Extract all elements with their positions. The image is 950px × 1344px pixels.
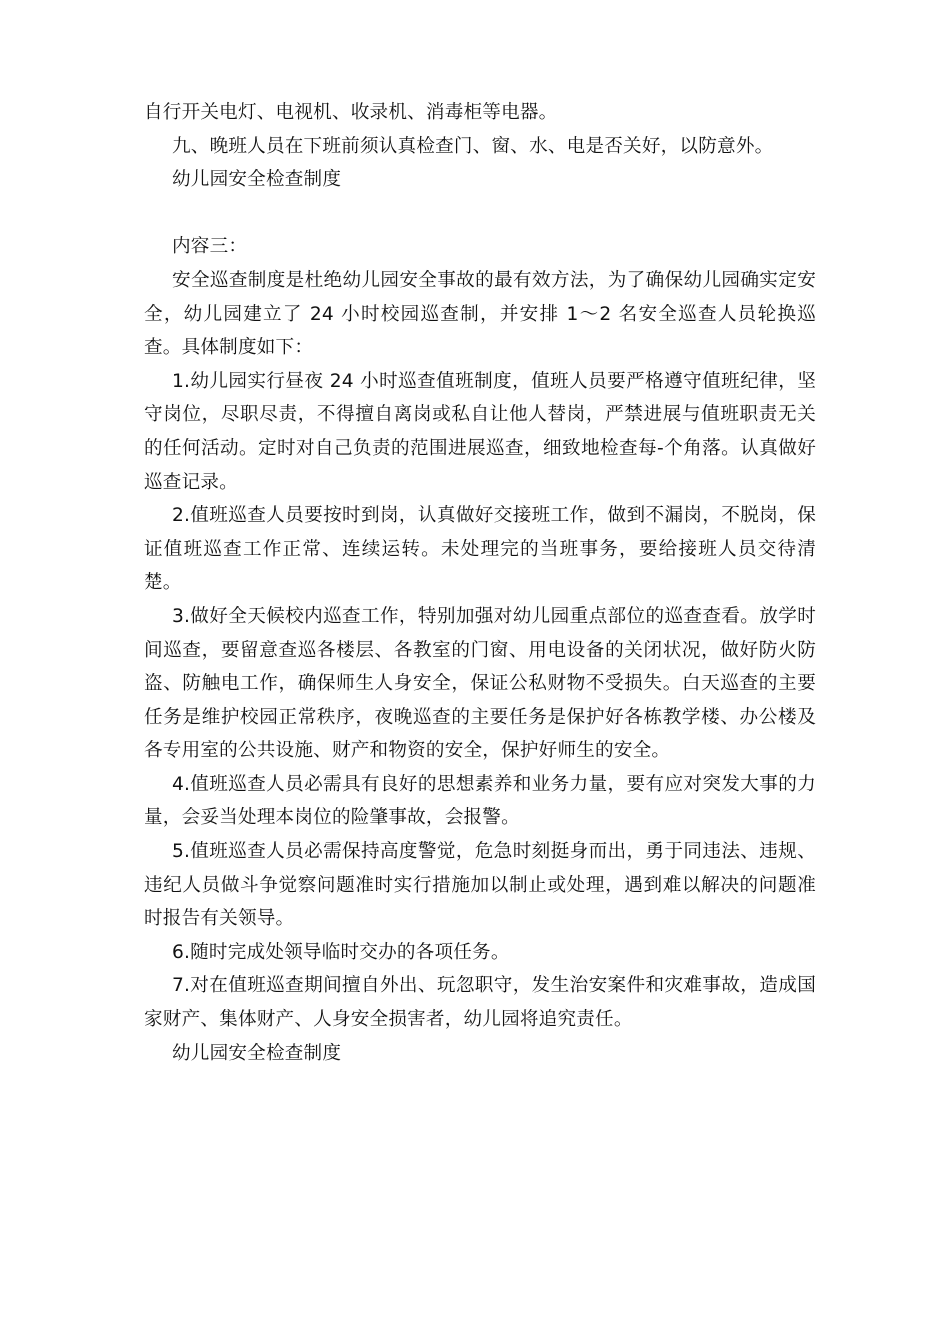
list-item-6: 6.随时完成处领导临时交办的各项任务。 bbox=[172, 941, 510, 963]
paragraph-rule-nine: 九、晚班人员在下班前须认真检查门、窗、水、电是否关好，以防意外。 bbox=[172, 135, 774, 157]
section-title-footer: 幼儿园安全检查制度 bbox=[172, 1042, 342, 1064]
list-item-4: 4.值班巡查人员必需具有良好的思想素养和业务力量，要有应对突发大事的力量，会妥当处理本岗位的险肇事故，会报警。 bbox=[144, 773, 816, 829]
section-heading: 内容三： bbox=[172, 236, 248, 258]
list-item-1: 1.幼儿园实行昼夜 24 小时巡查值班制度，值班人员要严格遵守值班纪律，坚守岗位，尽职尽责，不得擅自离岗或私自让他人替岗，严禁进展与值班职责无关的任何活动。定时对自己负责的范围进展巡查，细致地检查每-个角落。认真做好巡查记录。 bbox=[144, 370, 816, 493]
paragraph-intro: 安全巡查制度是杜绝幼儿园安全事故的最有效方法，为了确保幼儿园确实定安全，幼儿园建立了 24 小时校园巡查制，并安排 1～2 名安全巡查人员轮换巡查。具体制度如下： bbox=[144, 269, 816, 359]
section-title: 幼儿园安全检查制度 bbox=[172, 169, 342, 191]
document-body bbox=[144, 96, 816, 1070]
list-item-5: 5.值班巡查人员必需保持高度警觉，危急时刻挺身而出，勇于同违法、违规、违纪人员做斗争觉察问题准时实行措施加以制止或处理，遇到难以解决的问题准时报告有关领导。 bbox=[144, 841, 816, 930]
list-item-3: 3.做好全天候校内巡查工作，特别加强对幼儿园重点部位的巡查查看。放学时间巡查，要留意查巡各楼层、各教室的门窗、用电设备的关闭状况，做好防火防盗、防触电工作，确保师生人身安全，保证公私财物不受损失。白天巡查的主要任务是维护校园正常秩序，夜晚巡查的主要任务是保护好各栋教学楼、办公楼及各专用室的公共设施、财产和物资的安全，保护好师生的安全。 bbox=[144, 605, 816, 762]
list-item-7: 7.对在值班巡查期间擅自外出、玩忽职守，发生治安案件和灾难事故，造成国家财产、集体财产、人身安全损害者，幼儿园将追究责任。 bbox=[144, 975, 816, 1031]
paragraph-continuation: 自行开关电灯、电视机、收录机、消毒柜等电器。 bbox=[144, 102, 558, 123]
blank-line bbox=[144, 197, 816, 231]
list-item-2: 2.值班巡查人员要按时到岗，认真做好交接班工作，做到不漏岗，不脱岗，保证值班巡查工作正常、连续运转。未处理完的当班事务，要给接班人员交待清楚。 bbox=[144, 505, 816, 594]
